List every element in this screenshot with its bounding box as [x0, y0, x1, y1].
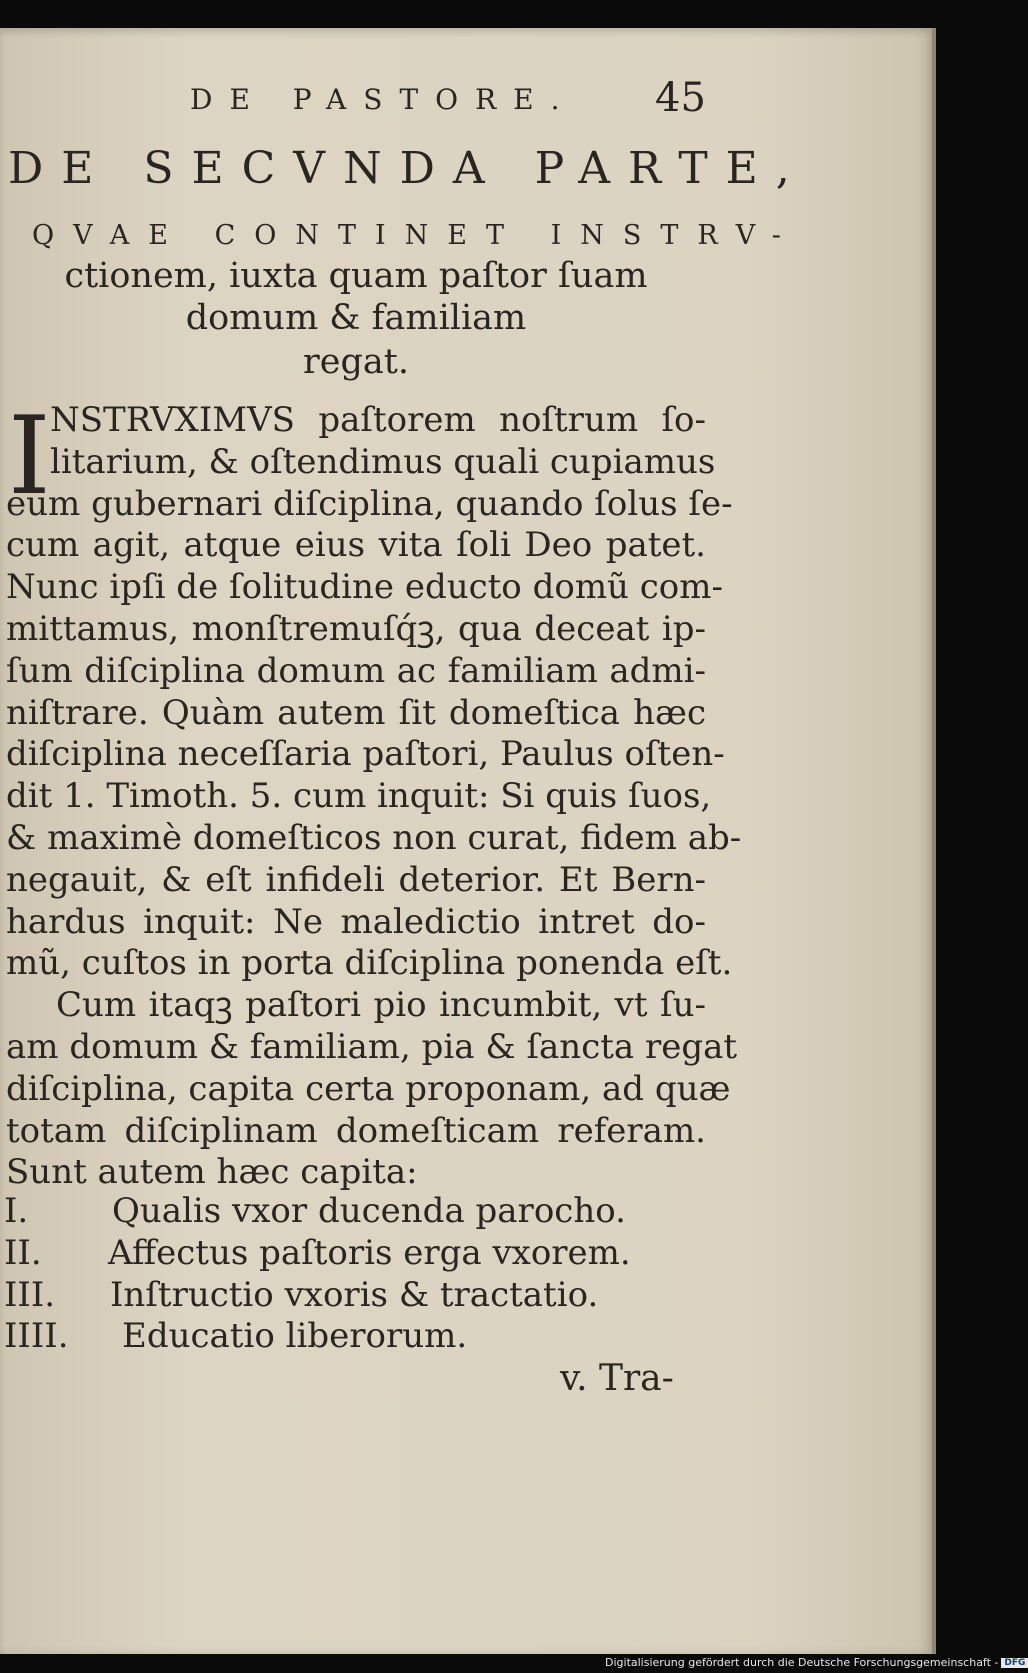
body-line: ſum diſciplina domum ac familiam admi-: [6, 650, 706, 691]
list-text: Qualis vxor ducenda parocho.: [112, 1191, 626, 1231]
body-line: niſtrare. Quàm autem ſit domeſtica hæc: [6, 692, 706, 733]
list-item: [4, 1191, 704, 1233]
list-text: Inſtructio vxoris & tractatio.: [110, 1274, 599, 1315]
body-line: Sunt autem hæc capita:: [6, 1152, 418, 1193]
body-line: hardus inquit: Ne maledictio intret do-: [6, 901, 706, 942]
book-page: [0, 28, 936, 1654]
section-heading-line-1: ctionem, iuxta quam paſtor ſuam: [64, 256, 648, 296]
body-line: litarium, & oſtendimus quali cupiamus: [50, 441, 716, 482]
section-heading: DE SECVNDA PARTE,: [8, 143, 808, 194]
catchword: v. Tra-: [560, 1358, 674, 1399]
chapter-list: [4, 1191, 704, 1358]
body-line: mũ, cuſtos in porta diſciplina ponenda eſt.: [6, 943, 733, 984]
running-head: DE PASTORE.: [190, 83, 577, 116]
body-line: negauit, & eſt infideli deterior. Et Bern-: [6, 859, 706, 900]
page-number: 45: [655, 75, 706, 121]
section-heading-line-3: regat.: [303, 342, 409, 382]
body-line: diſciplina, capita certa proponam, ad quæ: [6, 1068, 731, 1109]
body-line: & maximè domeſticos non curat, fidem ab-: [6, 817, 742, 858]
list-number: I.: [4, 1191, 29, 1231]
body-line: eum gubernari diſciplina, quando ſolus ſe-: [6, 483, 733, 524]
body-line: NSTRVXIMVS paſtorem noſtrum ſo-: [50, 400, 706, 440]
body-line: dit 1. Timoth. 5. cum inquit: Si quis ſuos,: [6, 776, 712, 817]
body-paragraph: [6, 394, 742, 1194]
body-line: diſciplina neceſſaria paſtori, Paulus oſten-: [6, 734, 725, 775]
list-number: IIII.: [4, 1316, 69, 1357]
body-line: Nunc ipſi de ſolitudine educto domũ com-: [6, 567, 724, 608]
list-number: III.: [4, 1274, 56, 1315]
digitization-credit: [605, 1656, 1028, 1669]
list-number: II.: [4, 1232, 42, 1273]
body-line: Cum itaqꝫ paſtori pio incumbit, vt ſu-: [56, 985, 706, 1026]
section-subheading: QVAE CONTINET INSTRV-: [32, 220, 800, 251]
credit-text: Digitalisierung gefördert durch die Deutsche Forschungsgemeinschaft -: [605, 1656, 999, 1669]
body-line: am domum & familiam, pia & ſancta regat: [6, 1026, 738, 1067]
list-item: [4, 1233, 704, 1275]
body-line: cum agit, atque eius vita ſoli Deo patet.: [6, 525, 706, 566]
body-line: totam diſciplinam domeſticam referam.: [6, 1110, 706, 1151]
list-text: Affectus paſtoris erga vxorem.: [108, 1232, 631, 1273]
section-heading-line-2: domum & familiam: [185, 298, 527, 338]
list-text: Educatio liberorum.: [122, 1316, 468, 1357]
body-line: mittamus, monſtremuſq́ꝫ, qua deceat ip-: [6, 608, 706, 649]
list-item: [4, 1275, 704, 1317]
drop-cap: I: [8, 394, 51, 519]
list-item: [4, 1316, 704, 1358]
dfg-logo: DFG: [1001, 1658, 1028, 1668]
